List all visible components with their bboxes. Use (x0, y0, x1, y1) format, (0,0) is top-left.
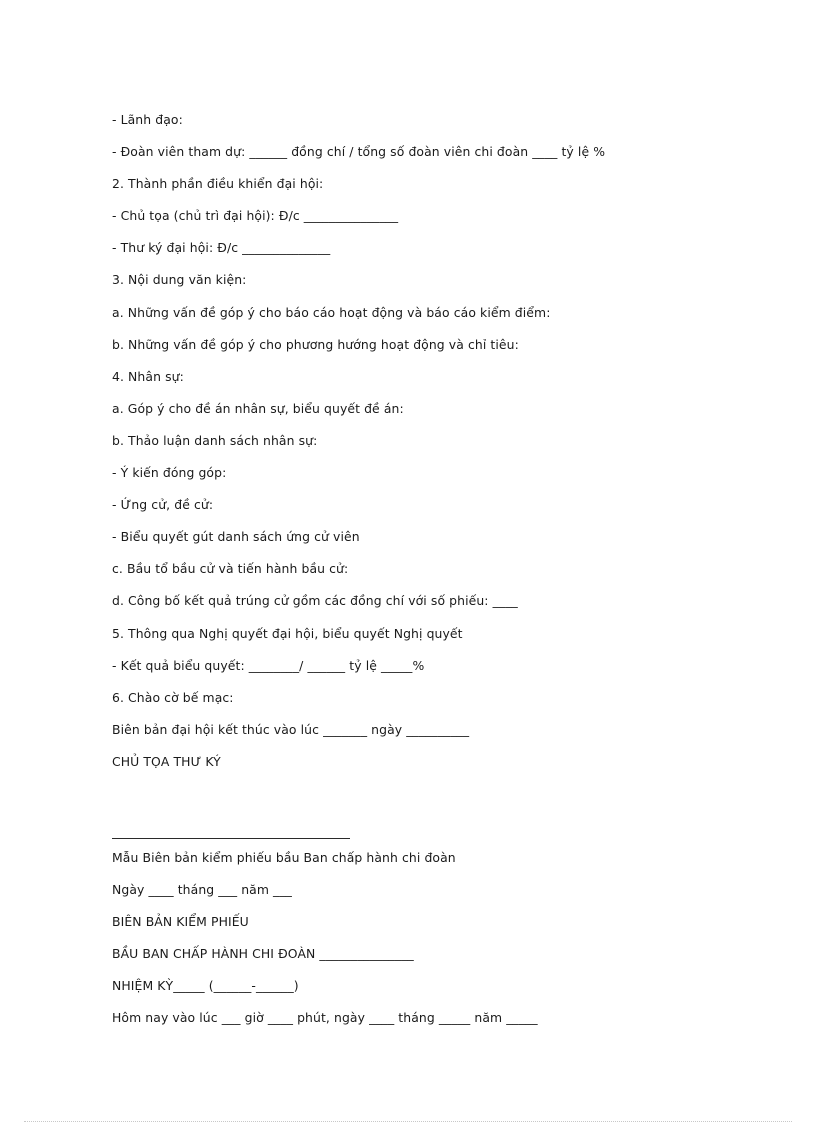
page-bottom-edge (24, 1121, 792, 1122)
signature-space (112, 785, 772, 817)
date-line: Ngày ____ tháng ___ năm ___ (112, 882, 292, 898)
text-line: - Kết quả biểu quyết: ________/ ______ tỷ lệ _____% (112, 657, 425, 673)
section-heading: 6. Chào cờ bế mạc: (112, 689, 234, 705)
text-line: - Ứng cử, đề cử: (112, 497, 214, 513)
separator-row (112, 817, 772, 849)
text-line: d. Công bố kết quả trúng cử gồm các đồng chí với số phiếu: ____ (112, 593, 518, 609)
signature-heading: CHỦ TỌA THƯ KÝ (112, 753, 221, 769)
document-body (112, 111, 772, 1042)
text-line: a. Những vấn đề góp ý cho báo cáo hoạt động và báo cáo kiểm điểm: (112, 304, 551, 320)
text-line: - Lãnh đạo: (112, 112, 183, 127)
text-line: - Thư ký đại hội: Đ/c ______________ (112, 240, 331, 256)
text-line: - Đoàn viên tham dự: ______ đồng chí / tổng số đoàn viên chi đoàn ____ tỷ lệ % (112, 144, 606, 160)
text-line: b. Những vấn đề góp ý cho phương hướng hoạt động và chỉ tiêu: (112, 336, 519, 352)
text-line: - Ý kiến đóng góp: (112, 465, 227, 481)
text-line: Hôm nay vào lúc ___ giờ ____ phút, ngày ____ tháng _____ năm _____ (112, 1010, 538, 1026)
section-heading: 3. Nội dung văn kiện: (112, 272, 247, 288)
text-line: c. Bầu tổ bầu cử và tiến hành bầu cử: (112, 561, 349, 577)
form-title: Mẫu Biên bản kiểm phiếu bầu Ban chấp hành chi đoàn (112, 849, 456, 865)
text-line: Biên bản đại hội kết thúc vào lúc _______ ngày __________ (112, 721, 470, 737)
text-line: - Chủ tọa (chủ trì đại hội): Đ/c _______________ (112, 208, 399, 224)
form-heading: BẦU BAN CHẤP HÀNH CHI ĐOÀN _______________ (112, 946, 414, 962)
section-heading: 5. Thông qua Nghị quyết đại hội, biểu quyết Nghị quyết (112, 625, 463, 641)
section-heading: 2. Thành phần điều khiển đại hội: (112, 176, 324, 192)
text-line: b. Thảo luận danh sách nhân sự: (112, 432, 318, 448)
text-line: a. Góp ý cho đề án nhân sự, biểu quyết đề án: (112, 400, 404, 416)
text-line: - Biểu quyết gút danh sách ứng cử viên (112, 529, 360, 545)
form-heading: BIÊN BẢN KIỂM PHIẾU (112, 914, 249, 930)
separator-line (112, 838, 350, 839)
term-line: NHIỆM KỲ_____ (______-______) (112, 978, 299, 994)
section-heading: 4. Nhân sự: (112, 368, 184, 384)
